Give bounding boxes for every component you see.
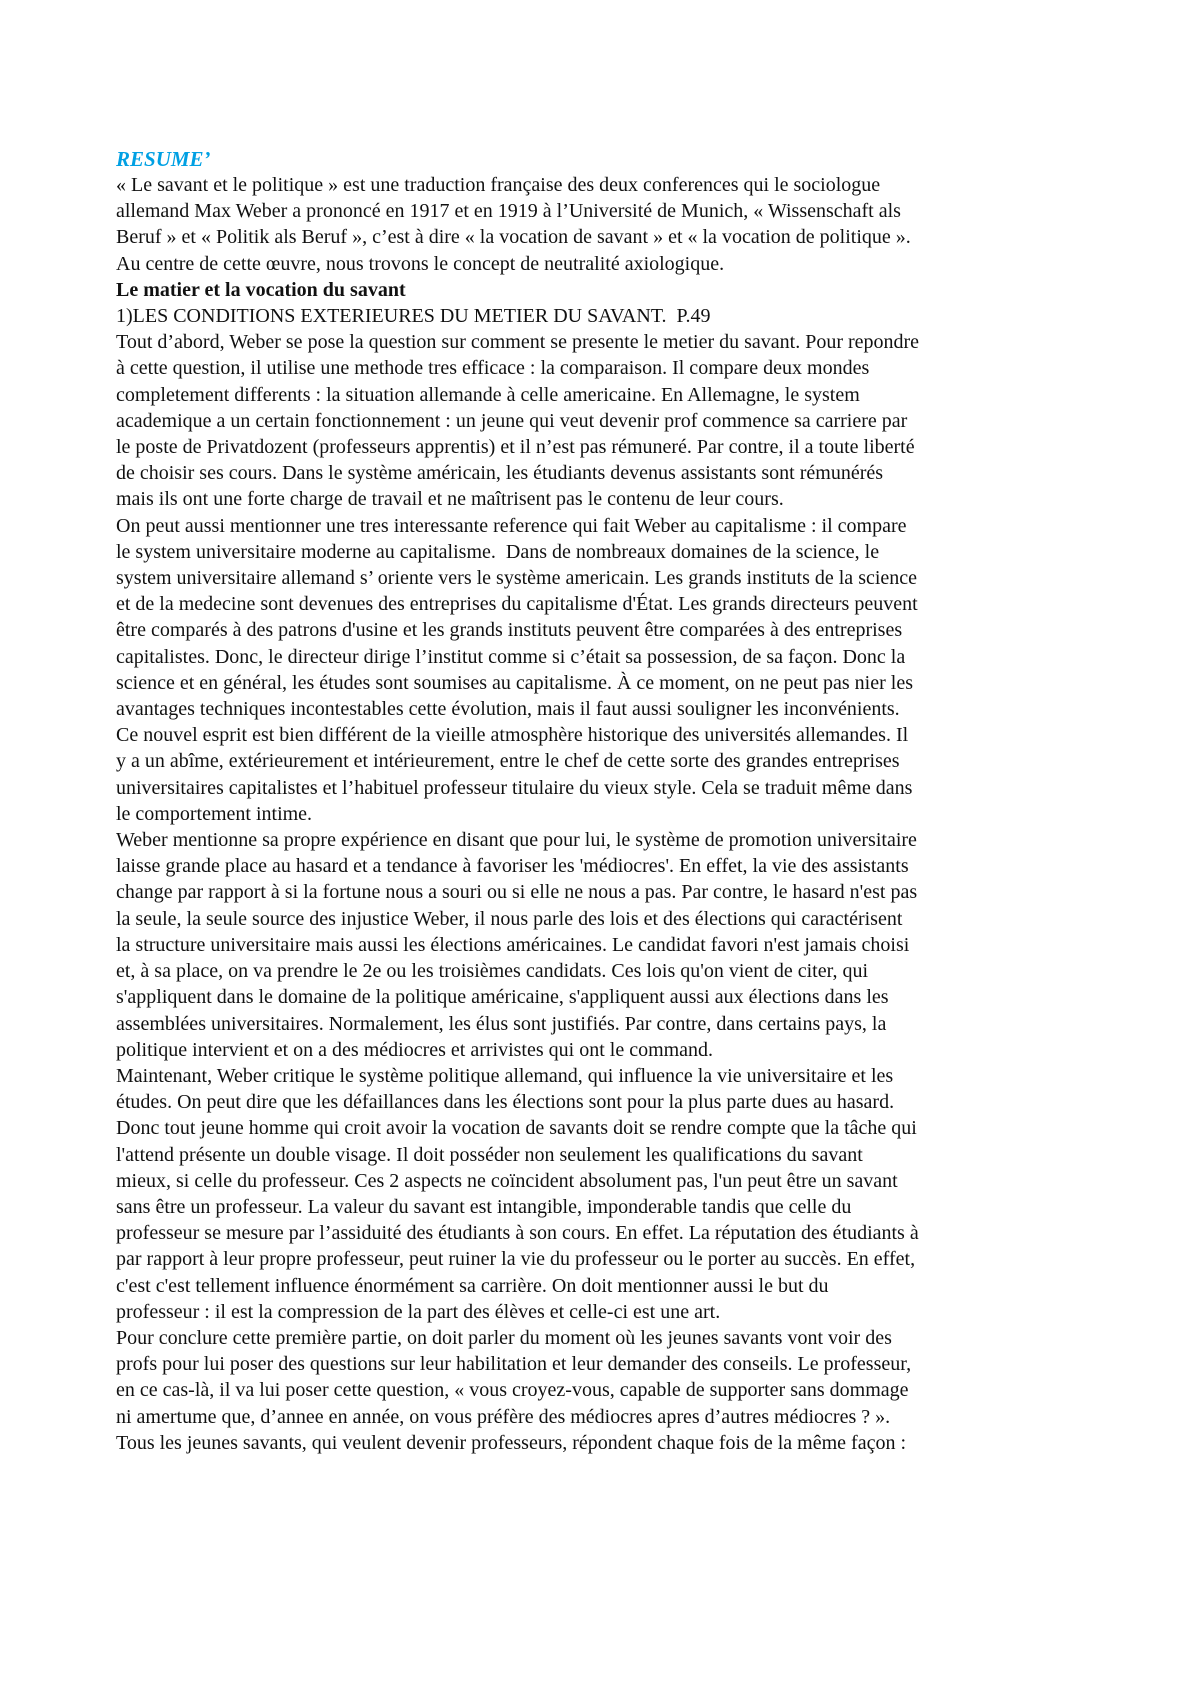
- text-line: et, à sa place, on va prendre le 2e ou les troisièmes candidats. Ces lois qu'on vient de citer, qui: [116, 960, 869, 983]
- text-line: le system universitaire moderne au capitalisme. Dans de nombreaux domaines de la science, le: [116, 540, 880, 563]
- text-line: Maintenant, Weber critique le système politique allemand, qui influence la vie universitaire et les: [116, 1064, 894, 1087]
- text-line: mais ils ont une forte charge de travail et ne maîtrisent pas le contenu de leur cours.: [116, 488, 784, 511]
- text-line: Tous les jeunes savants, qui veulent devenir professeurs, répondent chaque fois de la même façon :: [116, 1431, 907, 1454]
- document-title: RESUME’: [116, 147, 211, 171]
- text-line: profs pour lui poser des questions sur leur habilitation et leur demander des conseils. Le professeur,: [116, 1353, 912, 1376]
- section-heading: Le matier et la vocation du savant: [116, 278, 406, 301]
- document-page: [116, 146, 1096, 1456]
- text-line: Pour conclure cette première partie, on doit parler du moment où les jeunes savants vont voir des: [116, 1326, 892, 1349]
- text-line: « Le savant et le politique » est une traduction française des deux conferences qui le sociologue: [116, 174, 881, 196]
- text-line: laisse grande place au hasard et a tendance à favoriser les 'médiocres'. En effet, la vie des assistants: [116, 855, 909, 878]
- paragraph-1: [116, 329, 1096, 512]
- text-line: s'appliquent dans le domaine de la politique américaine, s'appliquent aussi aux élections dans les: [116, 986, 889, 1009]
- text-line: être comparés à des patrons d'usine et les grands instituts peuvent être comparées à des entreprises: [116, 619, 903, 642]
- text-line: Weber mentionne sa propre expérience en disant que pour lui, le système de promotion universitaire: [116, 829, 917, 852]
- text-line: universitaires capitalistes et l’habituel professeur titulaire du vieux style. Cela se traduit même dans: [116, 776, 913, 799]
- text-line: Tout d’abord, Weber se pose la question sur comment se presente le metier du savant. Pour repondre: [116, 331, 920, 354]
- text-line: sans être un professeur. La valeur du savant est intangible, imponderable tandis que celle du: [116, 1195, 852, 1218]
- paragraph-2: [116, 513, 1096, 827]
- intro-paragraph: [116, 172, 1096, 277]
- text-line: politique intervient et on a des médiocres et arrivistes qui ont le command.: [116, 1038, 714, 1061]
- text-line: la structure universitaire mais aussi les élections américaines. Le candidat favori n'est jamais choisi: [116, 933, 910, 956]
- subsection-heading: 1)LES CONDITIONS EXTERIEURES DU METIER DU SAVANT. P.49: [116, 305, 711, 328]
- text-line: Au centre de cette œuvre, nous trovons le concept de neutralité axiologique.: [116, 252, 725, 275]
- text-line: allemand Max Weber a prononcé en 1917 et en 1919 à l’Université de Munich, « Wissenschaft als: [116, 200, 901, 223]
- text-line: science et en général, les études sont soumises au capitalisme. À ce moment, on ne peut pas nier les: [116, 671, 913, 694]
- text-line: c'est c'est tellement influence énormément sa carrière. On doit mentionner aussi le but du: [116, 1274, 829, 1297]
- text-line: en ce cas-là, il va lui poser cette question, « vous croyez-vous, capable de supporter sans dommage: [116, 1379, 909, 1402]
- text-line: le poste de Privatdozent (professeurs apprentis) et il n’est pas rémuneré. Par contre, il a toute liberté: [116, 436, 915, 459]
- text-line: academique a un certain fonctionnement : un jeune qui veut devenir prof commence sa carriere par: [116, 409, 908, 432]
- paragraph-3: [116, 827, 1096, 1063]
- text-line: avantages techniques incontestables cette évolution, mais il faut aussi souligner les inconvénients.: [116, 698, 900, 721]
- text-line: à cette question, il utilise une methode tres efficace : la comparaison. Il compare deux mondes: [116, 357, 870, 380]
- text-line: completement differents : la situation allemande à celle americaine. En Allemagne, le system: [116, 383, 860, 406]
- text-line: l'attend présente un double visage. Il doit posséder non seulement les qualifications du savant: [116, 1143, 863, 1166]
- text-line: mieux, si celle du professeur. Ces 2 aspects ne coïncident absolument pas, l'un peut être un savant: [116, 1169, 898, 1192]
- text-line: professeur : il est la compression de la part des élèves et celle-ci est une art.: [116, 1300, 721, 1323]
- text-line: change par rapport à si la fortune nous a souri ou si elle ne nous a pas. Par contre, le hasard n'est pas: [116, 881, 918, 904]
- text-line: la seule, la seule source des injustice Weber, il nous parle des lois et des élections qui caractérisent: [116, 907, 903, 930]
- paragraph-5: [116, 1325, 1096, 1456]
- text-line: professeur se mesure par l’assiduité des étudiants à son cours. En effet. La réputation des étudiants à: [116, 1222, 919, 1245]
- text-line: le comportement intime.: [116, 802, 313, 825]
- text-line: ni amertume que, d’annee en année, on vous préfère des médiocres apres d’autres médiocres ? ».: [116, 1405, 891, 1428]
- text-line: y a un abîme, extérieurement et intérieurement, entre le chef de cette sorte des grandes entreprises: [116, 750, 900, 773]
- text-line: Beruf » et « Politik als Beruf », c’est à dire « la vocation de savant » et « la vocation de politique ».: [116, 226, 911, 249]
- paragraph-4: [116, 1063, 1096, 1325]
- text-line: Ce nouvel esprit est bien différent de la vieille atmosphère historique des universités allemandes. Il: [116, 724, 909, 747]
- text-line: On peut aussi mentionner une tres interessante reference qui fait Weber au capitalisme : il compare: [116, 514, 907, 537]
- text-line: Donc tout jeune homme qui croit avoir la vocation de savants doit se rendre compte que la tâche qui: [116, 1117, 917, 1140]
- text-line: et de la medecine sont devenues des entreprises du capitalisme d'État. Les grands directeurs peuvent: [116, 593, 918, 616]
- text-line: capitalistes. Donc, le directeur dirige l’institut comme si c’était sa possession, de sa façon. Donc la: [116, 645, 906, 668]
- text-line: de choisir ses cours. Dans le système américain, les étudiants devenus assistants sont rémunérés: [116, 462, 884, 485]
- text-line: études. On peut dire que les défaillances dans les élections sont pour la plus parte dues au hasard.: [116, 1091, 895, 1114]
- text-line: system universitaire allemand s’ oriente vers le système americain. Les grands instituts de la science: [116, 567, 918, 590]
- text-line: assemblées universitaires. Normalement, les élus sont justifiés. Par contre, dans certains pays, la: [116, 1012, 887, 1035]
- text-line: par rapport à leur propre professeur, peut ruiner la vie du professeur ou le porter au succès. En effet,: [116, 1248, 916, 1271]
